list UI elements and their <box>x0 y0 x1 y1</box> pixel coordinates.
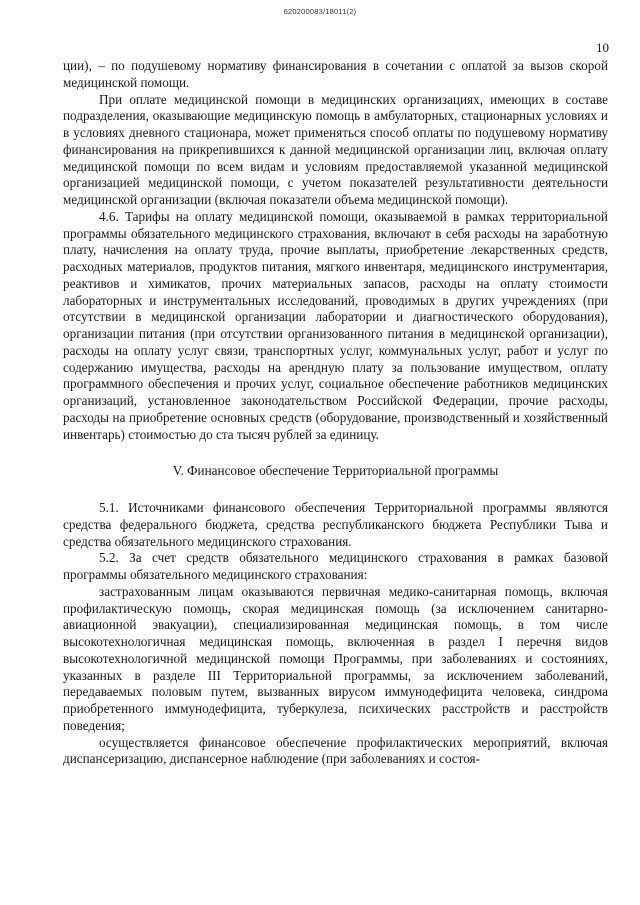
paragraph-preventive-measures: осуществляется финансовое обеспечение профилактических мероприятий, включая диспансеризацию, диспансерное наблюдение (при заболеваниях и состоя- <box>63 734 608 767</box>
paragraph-continuation: ции), – по подушевому нормативу финансирования в сочетании с оплатой за вызов скорой медицинской помощи. <box>63 58 608 90</box>
paragraph-5-1-sources: 5.1. Источниками финансового обеспечения Территориальной программы являются средства федерального бюджета, средства республиканского бюджета Республики Тыва и средства обязательного медицинского страхования. <box>63 500 608 549</box>
page-number: 10 <box>596 40 609 55</box>
section-heading: V. Финансовое обеспечение Территориальной программы <box>172 463 499 479</box>
paragraph-5-2-oms: 5.2. За счет средств обязательного медицинского страхования в рамках базовой программы обязательного медицинского страхования: <box>63 550 608 582</box>
document-id: 620200083/18011(2) <box>283 7 357 16</box>
paragraph-insured-persons: застрахованным лицам оказываются первичная медико-санитарная помощь, включая профилактическую помощь, скорая медицинская помощь (за исключением санитарно-авиационной эвакуации), специализированная медицинская помощь, в том числе высокотехнологичная медицинская помощь, включенная в раздел I перечня видов высокотехнологичной медицинской помощи Программы, при заболеваниях и состояниях, указанных в разделе III Территориальной программы, за исключением заболеваний, передаваемых половым путем, вызванных вирусом иммунодефицита человека, синдрома приобретенного иммунодефицита, туберкулеза, психических расстройств и расстройств поведения; <box>63 583 608 733</box>
paragraph-4-6-tariffs: 4.6. Тарифы на оплату медицинской помощи, оказываемой в рамках территориальной программы обязательного медицинского страхования, включают в себя расходы на заработную плату, начисления на оплату труда, прочие выплаты, приобретение лекарственных средств, расходных материалов, продуктов питания, мягкого инвентаря, медицинского инструментария, реактивов и химикатов, прочих материальных запасов, расходы на оплату стоимости лабораторных и инструментальных исследований, проводимых в других учреждениях (при отсутствии в медицинской организации лаборатории и диагностического оборудования), организации питания (при отсутствии организованного питания в медицинской организации), расходы на оплату услуг связи, транспортных услуг, коммунальных услуг, работ и услуг по содержанию имущества, расходы на арендную плату за пользование имуществом, оплату программного обеспечения и прочих услуг, социальное обеспечение работников медицинских организаций, установленное законодательством Российской Федерации, прочие расходы, расходы на приобретение основных средств (оборудование, производственный и хозяйственный инвентарь) стоимостью до ста тысяч рублей за единицу. <box>63 208 608 442</box>
document-body <box>63 58 608 768</box>
paragraph-payment-method: При оплате медицинской помощи в медицинских организациях, имеющих в составе подразделения, оказывающие медицинскую помощь в амбулаторных, стационарных условиях и в условиях дневного стационара, может применяться способ оплаты по подушевому нормативу финансирования на прикрепившихся к данной медицинской организации лиц, включая оплату медицинской помощи по всем видам и условиям предоставляемой указанной медицинской организацией медицинской помощи, с учетом показателей результативности деятельности медицинской организации (включая показатели объема медицинской помощи). <box>63 91 608 207</box>
